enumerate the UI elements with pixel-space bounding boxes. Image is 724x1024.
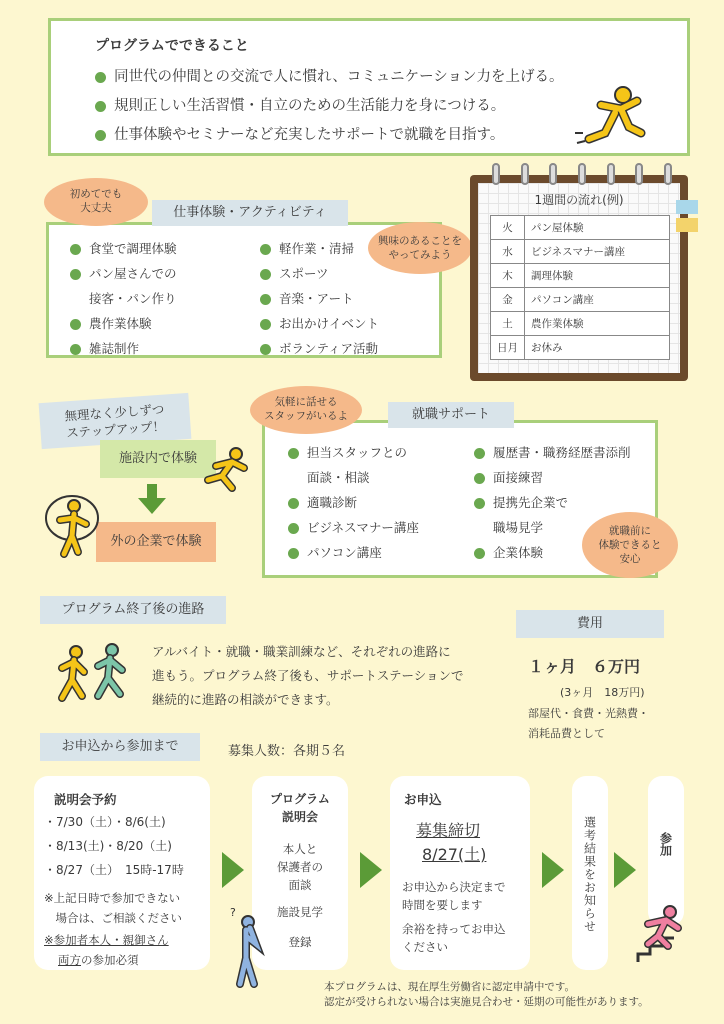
deadline-label: 募集締切	[416, 821, 481, 840]
support-item: ビジネスマナー講座	[288, 515, 419, 540]
program-step: 登録	[288, 935, 312, 949]
top-item: 同世代の仲間との交流で人に慣れ、コミュニケーション力を上げる。	[95, 63, 564, 92]
fee-title: 費用	[516, 610, 664, 638]
week-row	[491, 240, 670, 264]
week-notebook	[470, 175, 688, 381]
briefing-title: 説明会予約	[54, 792, 117, 807]
application-card	[390, 776, 530, 970]
jumping-figure-icon	[40, 490, 104, 570]
support-item: パソコン講座	[288, 540, 419, 565]
join-text: 参加	[658, 832, 673, 856]
program-step: 施設見学	[277, 905, 323, 919]
briefing-date: ・8/27（土） 15時-17時	[44, 863, 184, 877]
running-figure-icon	[571, 83, 651, 153]
fee-sub: (3ヶ月 18万円)	[560, 686, 645, 699]
week-row	[491, 264, 670, 288]
support-item: 企業体験	[474, 540, 631, 565]
svg-text:?: ?	[230, 906, 236, 919]
week-row	[491, 336, 670, 360]
program-title: プログラム 説明会	[270, 792, 330, 824]
two-walkers-icon	[50, 640, 140, 710]
apply-title: お申込から参加まで	[40, 733, 200, 761]
right-arrow-icon	[614, 852, 636, 888]
activity-bubble: 初めてでも 大丈夫	[44, 178, 148, 226]
week-day: 日月	[491, 336, 525, 360]
week-day: 木	[491, 264, 525, 288]
right-arrow-icon	[542, 852, 564, 888]
activity-item: 接客・パン作り	[89, 291, 177, 306]
program-card	[252, 776, 348, 970]
week-activity: 調理体験	[525, 264, 670, 288]
briefing-card	[34, 776, 210, 970]
application-title: お申込	[404, 792, 442, 807]
week-activity: ビジネスマナー講座	[525, 240, 670, 264]
step-outer: 外の企業で体験	[96, 522, 216, 562]
support-item: 職場見学	[493, 520, 544, 535]
support-bubble-2: 就職前に 体験できると 安心	[582, 512, 678, 578]
after-text: アルバイト・就職・職業訓練など、それぞれの進路に 進もう。プログラム終了後も、サポートステーションで 継続的に進路の相談ができます。	[152, 644, 464, 707]
support-item: 面談・相談	[307, 470, 370, 485]
sticky-tab-yellow	[676, 218, 698, 232]
week-row	[491, 216, 670, 240]
week-activity: パソコン講座	[525, 288, 670, 312]
step-inner: 施設内で体験	[100, 440, 216, 478]
after-title: プログラム終了後の進路	[40, 596, 226, 624]
support-bubble: 気軽に話せる スタッフがいるよ	[250, 386, 362, 434]
thinking-figure-icon	[226, 904, 266, 990]
week-table	[490, 215, 670, 360]
support-title: 就職サポート	[388, 402, 514, 428]
bullet-icon	[95, 101, 106, 112]
notebook-rings	[492, 163, 672, 185]
step-tape: 無理なく少しずつ ステップアップ！	[39, 393, 192, 449]
apply-capacity: 募集人数：各期５名	[228, 744, 346, 759]
result-card	[572, 776, 608, 970]
bullet-icon	[95, 72, 106, 83]
briefing-date: ・7/30（土）・8/6(土)	[44, 815, 166, 829]
activity-item: パン屋さんでの	[70, 261, 177, 286]
week-row	[491, 288, 670, 312]
week-day: 水	[491, 240, 525, 264]
top-title: プログラムでできること	[95, 38, 249, 54]
activity-item: 食堂で調理体験	[70, 236, 177, 261]
week-activity: パン屋体験	[525, 216, 670, 240]
activity-item: 農作業体験	[70, 311, 177, 336]
activity-item: お出かけイベント	[260, 311, 379, 336]
support-item: 提携先企業で	[474, 490, 631, 515]
week-day: 火	[491, 216, 525, 240]
fee-main: １ヶ月 ６万円	[528, 657, 641, 676]
top-box	[48, 18, 690, 156]
sticky-tab-blue	[676, 200, 698, 214]
week-day: 金	[491, 288, 525, 312]
support-item: 履歴書・職務経歴書添削	[474, 440, 631, 465]
down-arrow-icon	[138, 498, 166, 514]
support-item: 適職診断	[288, 490, 419, 515]
climbing-figure-icon	[618, 902, 694, 968]
activity-title: 仕事体験・アクティビティ	[152, 200, 348, 226]
activity-bubble-2: 興味のあることを やってみよう	[368, 222, 472, 274]
activity-item: 音楽・アート	[260, 286, 379, 311]
bullet-icon	[95, 130, 106, 141]
activity-item: スポーツ	[260, 261, 379, 286]
week-day: 土	[491, 312, 525, 336]
top-item: 規則正しい生活習慣・自立のための生活能力を身につける。	[95, 92, 564, 121]
briefing-note-2: ※参加者本人・親御さん 両方の参加必須	[44, 933, 169, 967]
activity-item: 軽作業・清掃	[260, 236, 379, 261]
right-arrow-icon	[222, 852, 244, 888]
briefing-note: ※上記日時で参加できない 場合は、ご相談ください	[44, 891, 182, 925]
top-item: 仕事体験やセミナーなど充実したサポートで就職を目指す。	[95, 121, 564, 150]
result-text: 選考結果をお知らせ	[582, 816, 597, 933]
walking-figure-icon	[196, 444, 252, 494]
activity-item: ボランティア活動	[260, 336, 379, 361]
fee-note: 部屋代・食費・光熱費・ 消耗品費として	[528, 707, 649, 740]
week-title: 1週間の流れ(例)	[534, 193, 624, 207]
week-activity: お休み	[525, 336, 670, 360]
program-step: 本人と 保護者の 面談	[277, 842, 323, 892]
footer-note: 本プログラムは、現在厚生労働省に認定申請中です。 認定が受けられない場合は実施見合わせ・延期の可能性があります。	[324, 981, 649, 1008]
week-row	[491, 312, 670, 336]
application-text: お申込から決定まで 時間を要します	[402, 880, 506, 912]
deadline-date: 8/27(土)	[422, 845, 487, 864]
activity-item: 雑誌制作	[70, 336, 177, 361]
support-item: 面接練習	[474, 465, 631, 490]
right-arrow-icon	[360, 852, 382, 888]
support-item: 担当スタッフとの	[288, 440, 419, 465]
application-text-2: 余裕を持ってお申込 ください	[402, 922, 506, 954]
week-activity: 農作業体験	[525, 312, 670, 336]
briefing-date: ・8/13(土)・8/20（土)	[44, 839, 172, 853]
